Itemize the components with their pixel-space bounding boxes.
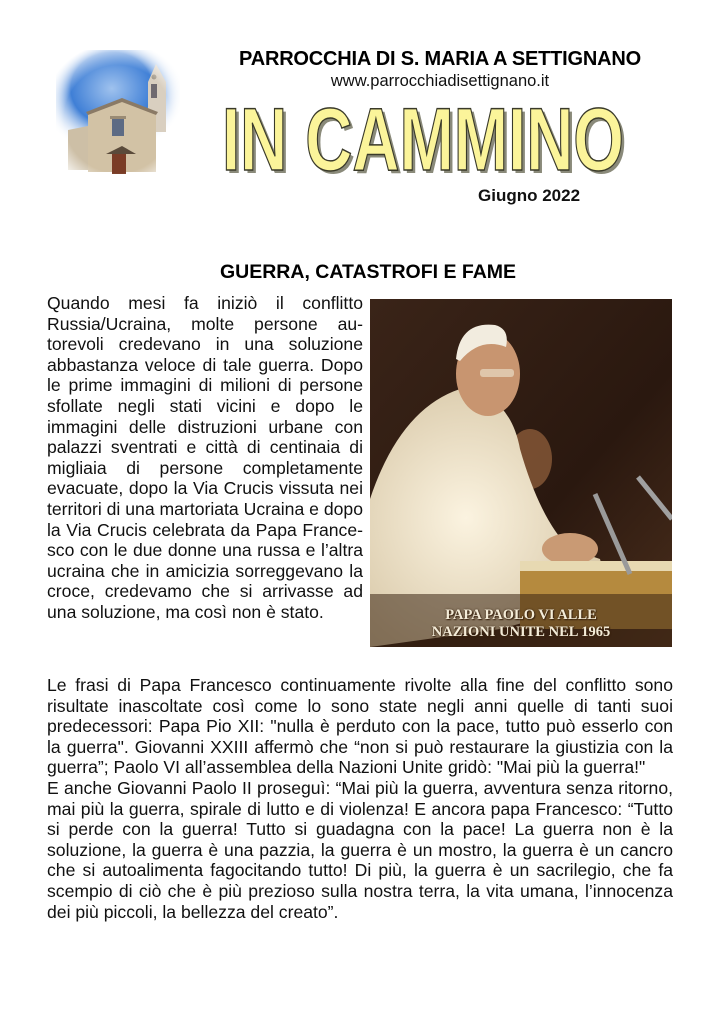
article-intro-column <box>47 293 363 623</box>
article-title: GUERRA, CATASTROFI E FAME <box>219 261 517 283</box>
masthead-title <box>222 89 642 193</box>
article-paragraph: Le frasi di Papa Francesco continuamente rivolte alla fine del conflitto sono risultate inascoltate così come lo sono state negli anni quelle di tanti suoi predecessori: Papa Pio XII: "nulla è perduto con la pace, tutto può esserlo con la guerra". Giovanni XXIII affermò che “non si può restaurare la giustizia con la guerra”; Paolo VI all’assemblea della Nazioni Unite gridò: "Mai più la guerra!" <box>47 675 673 778</box>
issue-date: Giugno 2022 <box>478 186 581 205</box>
photo-caption <box>370 607 672 641</box>
masthead-text: IN CAMMINO <box>222 89 624 190</box>
article-paragraph: E anche Giovanni Paolo II proseguì: “Mai più la guerra, avventura senza ritorno, mai più la guerra, spirale di lutto e di violenza! E ancora papa Francesco: “Tutto si perde con la guerra! Tutto si guadagna con la pace! La guerra non è la soluzione, la guerra è una pazzia, la guerra è un mostro, la guerra è un cancro che si autoalimenta fagocitando tutto! Di più, la guerra è un sacrilegio, che fa scempio di ciò che è più prezioso sulla nostra terra, la vita umana, l’innocenza dei più piccoli, la bellezza del creato”. <box>47 777 673 922</box>
article-photo <box>370 299 672 647</box>
masthead-shadow: IN CAMMINO <box>225 92 627 193</box>
article-body <box>47 675 673 922</box>
photo-caption-line-1: PAPA PAOLO VI ALLE <box>445 607 597 623</box>
pope-paul-vi-photo <box>370 299 672 647</box>
website-link[interactable]: www.parrocchiadisettignano.it <box>330 72 550 90</box>
photo-caption-line-2: NAZIONI UNITE NEL 1965 <box>431 624 611 640</box>
parish-logo <box>48 42 188 182</box>
church-watercolor-icon <box>48 42 188 182</box>
article-paragraph: Quando mesi fa iniziò il conflitto Russia/Ucraina, molte persone autorevoli credevano in una soluzione abbastanza veloce di tale guerra. Dopo le prime immagini di milioni di persone sfollate negli stati vicini e dopo le immagini delle distruzioni urbane con palazzi sventrati e città di centinaia di migliaia di persone completamente evacuate, dopo la Via Crucis vissuta nei territori di una martoriata Ucraina e dopo la Via Crucis celebrata da Papa Francesco con le due donne una russa e l’altra ucraina che in amicizia sorreggevano la croce, credevamo che si arrivasse ad una soluzione, ma così non è stato. <box>47 293 363 622</box>
parish-name: PARROCCHIA DI S. MARIA A SETTIGNANO <box>239 48 641 70</box>
